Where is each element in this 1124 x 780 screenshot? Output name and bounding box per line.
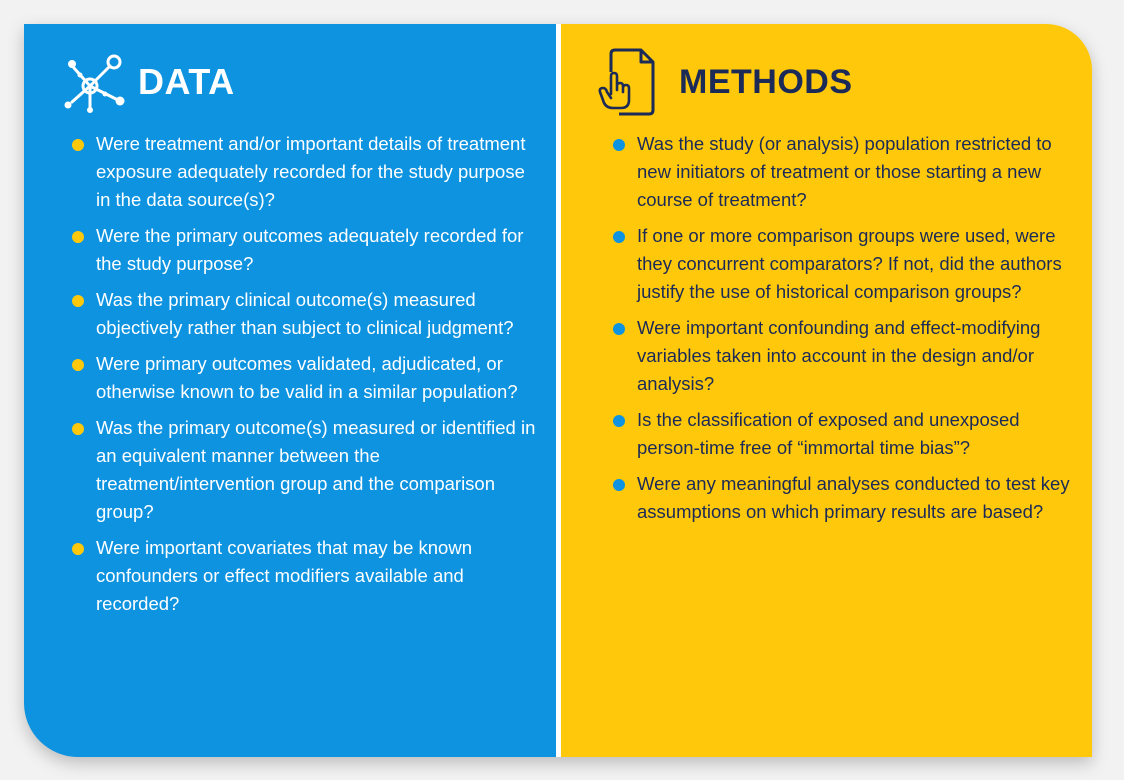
bullet-dot: [72, 359, 84, 371]
list-item-text: Were important confounding and effect-modifying variables taken into account in the design and/or analysis?: [637, 317, 1041, 394]
list-item: [72, 130, 542, 214]
infographic-card: [24, 24, 1092, 757]
data-panel: [24, 24, 556, 757]
data-title: DATA: [138, 61, 235, 102]
bullet-dot: [72, 231, 84, 243]
data-heading: [60, 48, 235, 116]
list-item: [613, 222, 1083, 306]
methods-title: METHODS: [679, 62, 853, 101]
list-item: [72, 222, 542, 278]
list-item-text: Were primary outcomes validated, adjudicated, or otherwise known to be valid in a similar population?: [96, 353, 518, 402]
list-item: [613, 314, 1083, 398]
bullet-dot: [72, 423, 84, 435]
list-item: [613, 470, 1083, 526]
list-item: [613, 406, 1083, 462]
list-item-text: If one or more comparison groups were used, were they concurrent comparators? If not, did the authors justify the use of historical comparison groups?: [637, 225, 1062, 302]
bullet-dot: [613, 323, 625, 335]
bullet-dot: [72, 139, 84, 151]
list-item: [72, 350, 542, 406]
list-item-text: Was the study (or analysis) population restricted to new initiators of treatment or those starting a new course of treatment?: [637, 133, 1052, 210]
list-item-text: Is the classification of exposed and unexposed person-time free of “immortal time bias”?: [637, 409, 1020, 458]
list-item: [72, 286, 542, 342]
document-pointer-icon: [597, 46, 657, 118]
list-item-text: Was the primary outcome(s) measured or identified in an equivalent manner between the treatment/intervention group and the comparison group?: [96, 417, 536, 522]
bullet-dot: [72, 295, 84, 307]
list-item-text: Were the primary outcomes adequately recorded for the study purpose?: [96, 225, 524, 274]
list-item-text: Were any meaningful analyses conducted to test key assumptions on which primary results are based?: [637, 473, 1070, 522]
bullet-dot: [613, 231, 625, 243]
methods-heading: [597, 46, 853, 118]
methods-item-list: [613, 130, 1083, 534]
data-item-list: [72, 130, 542, 626]
list-item: [613, 130, 1083, 214]
network-icon: [60, 48, 128, 116]
bullet-dot: [613, 415, 625, 427]
list-item-text: Were treatment and/or important details of treatment exposure adequately recorded for the study purpose in the data source(s)?: [96, 133, 526, 210]
list-item: [72, 534, 542, 618]
bullet-dot: [613, 139, 625, 151]
list-item: [72, 414, 542, 526]
bullet-dot: [72, 543, 84, 555]
list-item-text: Was the primary clinical outcome(s) measured objectively rather than subject to clinical judgment?: [96, 289, 514, 338]
bullet-dot: [613, 479, 625, 491]
list-item-text: Were important covariates that may be known confounders or effect modifiers available and recorded?: [96, 537, 472, 614]
methods-panel: [561, 24, 1092, 757]
